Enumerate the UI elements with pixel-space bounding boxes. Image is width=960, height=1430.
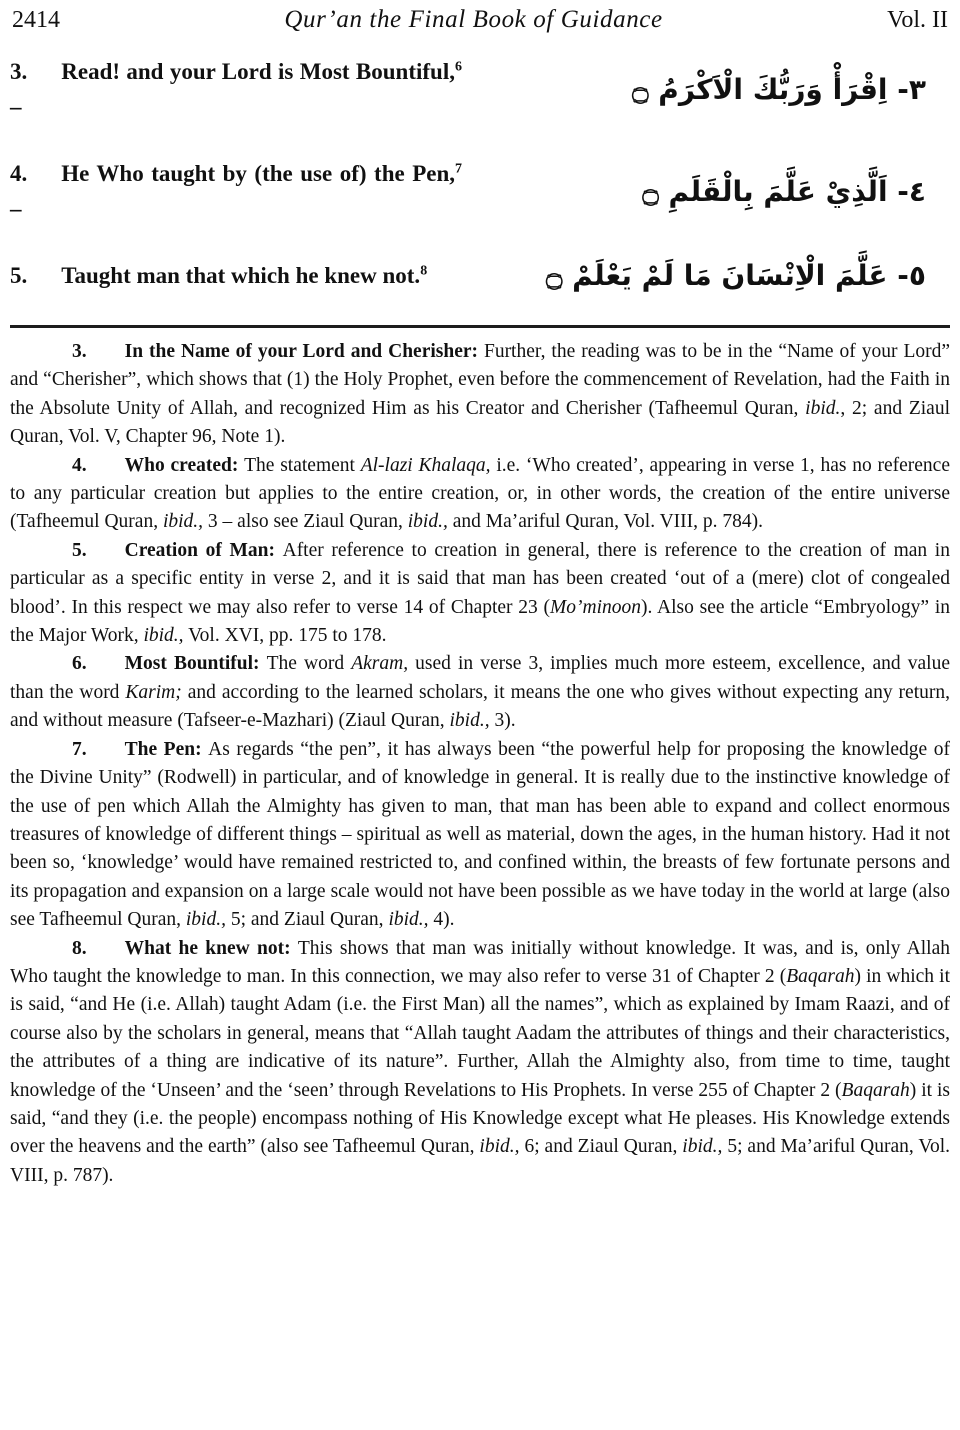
- footnote-text-segment: Who created:: [124, 454, 245, 476]
- footnote-number: 7.: [72, 738, 87, 760]
- verse-number: 5.: [10, 263, 28, 288]
- footnote-ref: 7: [455, 161, 462, 177]
- footnote-text-segment: and according to the learned scholars, it means the one who gives without expecting any return, and without measure (Tafseer-e-Mazhari) (Ziaul Quran,: [10, 681, 950, 732]
- footnote-text-segment: Al-lazi Khalaqa,: [360, 454, 491, 476]
- footnote-text-segment: Mo’minoon: [550, 596, 642, 618]
- footnote-text-segment: ibid.,: [388, 909, 429, 931]
- footnote-ref: 8: [420, 263, 428, 279]
- footnote-paragraph: [10, 338, 950, 452]
- footnote-text-segment: Vol. XVI, pp. 175 to 178.: [183, 625, 387, 647]
- volume-label: Vol. II: [887, 7, 948, 33]
- footnote-number: 3.: [72, 341, 87, 362]
- footnote-number: 8.: [72, 937, 87, 959]
- footnote-text-segment: After reference to creation in general, there is reference to the creation of man in particular as a specific entity in verse 2, and it is said that man has been created ‘out of a (mere) clot of congealed blood’. In this respect we may also refer to verse 14 of Chapter 23 (: [10, 539, 950, 618]
- footnote-text-segment: What he knew not:: [124, 937, 298, 959]
- verse-english-text: [10, 54, 462, 124]
- footnote-text-segment: 4).: [428, 909, 455, 931]
- verse-number: 3.: [10, 59, 28, 84]
- verse-arabic-text: ٣- اِقْرَأْ وَرَبُّكَ الْاَكْرَمُ ۝: [632, 72, 926, 106]
- footnote-text-segment: ). Also see the article “Embryology” in the Major Work,: [10, 596, 950, 647]
- book-title: Qur’an the Final Book of Guidance: [284, 6, 663, 33]
- footnote-text-segment: Baqarah: [841, 1079, 910, 1101]
- footnote-text-segment: ) it is said, “and they (i.e. the people) encompass nothing of His Knowledge except what He pleases. His Knowledge extends over the heavens and the earth” (also see Tafheemul Quran,: [10, 1079, 950, 1158]
- footnote-paragraph: [10, 452, 950, 537]
- verse-suffix: –: [10, 94, 22, 119]
- footnote-text-segment: used in verse 3, implies much more esteem, excellence, and value than the word: [10, 653, 950, 703]
- footnote-paragraph: [10, 537, 950, 651]
- footnote-text-segment: 6; and Ziaul Quran,: [519, 1136, 683, 1158]
- footnote-number: 4.: [72, 454, 87, 476]
- footnote-text-segment: Creation of Man:: [124, 539, 283, 561]
- footnote-text-segment: ) in which it is said, “and He (i.e. Allah) taught Adam (i.e. the First Man) all the names”, which as explained by Imam Raazi, and of course also by the scholars in general, means that “Allah taught Aadam the attributes of things and their characteristics, the attributes of a thing are indicative of its nature”. Further, Allah the Almighty also, from time to time, taught knowledge of the ‘Unseen’ and the ‘seen’ through Revelations to His Prophets. In verse 255 of Chapter 2 (: [10, 965, 951, 1101]
- footnotes-section: [10, 338, 950, 1190]
- footnote-text-segment: As regards “the pen”, it has always been “the powerful help for proposing the knowledge of the Divine Unity” (Rodwell) in particular, and of knowledge in general. It is really due to the instinctive knowledge of the use of pen which Allah the Almighty has given to man, that man has been able to expand and collect enormous treasures of knowledge of different things – spiritual as well as material, down the ages, in the human history. Had it not been so, ‘knowledge’ would have remained restricted to, and confined within, the breasts of few fortunate persons and its propagation and expansion on a large scale would not have been possible as we have today in the world at large (also see Tafheemul Quran,: [10, 738, 950, 931]
- footnote-text-segment: i.e. ‘Who created’, appearing in verse 1, has no reference to any particular creation but applies to the entire creation, or, in other words, the creation of the entire universe (Tafheemul Quran,: [10, 454, 950, 533]
- footnote-text-segment: Further, the reading was to be in the “Name of your Lord” and “Cherisher”, which shows that (1) the Holy Prophet, even before the commencement of Revelation, had the Faith in the Absolute Unity of Allah, and recognized Him as his Creator and Cherisher (Tafheemul Quran,: [10, 341, 950, 419]
- footnote-text-segment: Baqarah: [786, 965, 855, 987]
- verse-row: [10, 258, 950, 293]
- verse-number: 4.: [10, 161, 28, 186]
- verse-text: Taught man that which he knew not.: [61, 263, 421, 288]
- footnote-ref: 6: [455, 59, 462, 75]
- footnote-text-segment: ibid.,: [449, 710, 490, 732]
- footnote-text-segment: ibid.,: [479, 1136, 520, 1158]
- footnote-text-segment: , 2; and Ziaul Quran, Vol. V, Chapter 96, Note 1).: [10, 397, 950, 448]
- page-header: [10, 6, 950, 34]
- footnote-text-segment: The word: [266, 653, 352, 675]
- section-divider: [10, 325, 950, 328]
- footnote-number: 6.: [72, 653, 87, 675]
- footnote-number: 5.: [72, 539, 87, 561]
- verse-arabic-text: ٥- عَلَّمَ الْاِنْسَانَ مَا لَمْ يَعْلَمْ ۝: [545, 259, 926, 292]
- verse-text: Read! and your Lord is Most Bountiful,: [61, 59, 455, 84]
- verse-english-text: [10, 156, 462, 226]
- footnote-paragraph: [10, 736, 950, 935]
- footnote-text-segment: The statement: [244, 454, 361, 476]
- footnote-text-segment: 5; and Ziaul Quran,: [225, 909, 389, 931]
- footnote-text-segment: and Ma’ariful Quran, Vol. VIII, p. 784).: [447, 511, 764, 533]
- footnote-text-segment: ibid.,: [185, 909, 226, 931]
- verse-arabic-text: ٤- اَلَّذِيْ عَلَّمَ بِالْقَلَمِ ۝: [642, 174, 926, 208]
- footnote-text-segment: ibid.,: [682, 1136, 723, 1158]
- verse-row: [10, 54, 950, 124]
- footnote-text-segment: ibid.,: [407, 511, 448, 533]
- verse-suffix: –: [10, 196, 22, 221]
- footnote-text-segment: ibid.,: [162, 511, 204, 533]
- footnote-text-segment: 5; and Ma’ariful Quran, Vol. VIII, p. 787).: [10, 1136, 950, 1186]
- footnote-paragraph: [10, 650, 950, 735]
- verse-english-text: [10, 258, 462, 293]
- footnote-text-segment: 3 – also see Ziaul Quran,: [203, 511, 408, 533]
- verse-text: He Who taught by (the use of) the Pen,: [61, 161, 455, 186]
- footnote-paragraph: [10, 935, 950, 1191]
- footnote-text-segment: Akram,: [351, 653, 409, 675]
- footnote-text-segment: Karim;: [125, 681, 182, 703]
- verses-section: [10, 54, 950, 293]
- footnote-text-segment: In the Name of your Lord and Cherisher:: [124, 341, 484, 362]
- footnote-text-segment: ibid.,: [143, 625, 184, 647]
- footnote-text-segment: ibid.: [805, 397, 841, 419]
- page-number: 2414: [12, 7, 60, 33]
- verse-row: [10, 156, 950, 226]
- footnote-text-segment: This shows that man was initially without knowledge. It was, and is, only Allah Who taught the knowledge to man. In this connection, we may also refer to verse 31 of Chapter 2 (: [10, 937, 950, 987]
- footnote-text-segment: 3).: [489, 710, 516, 732]
- footnote-text-segment: The Pen:: [124, 738, 209, 760]
- footnote-text-segment: Most Bountiful:: [124, 653, 267, 675]
